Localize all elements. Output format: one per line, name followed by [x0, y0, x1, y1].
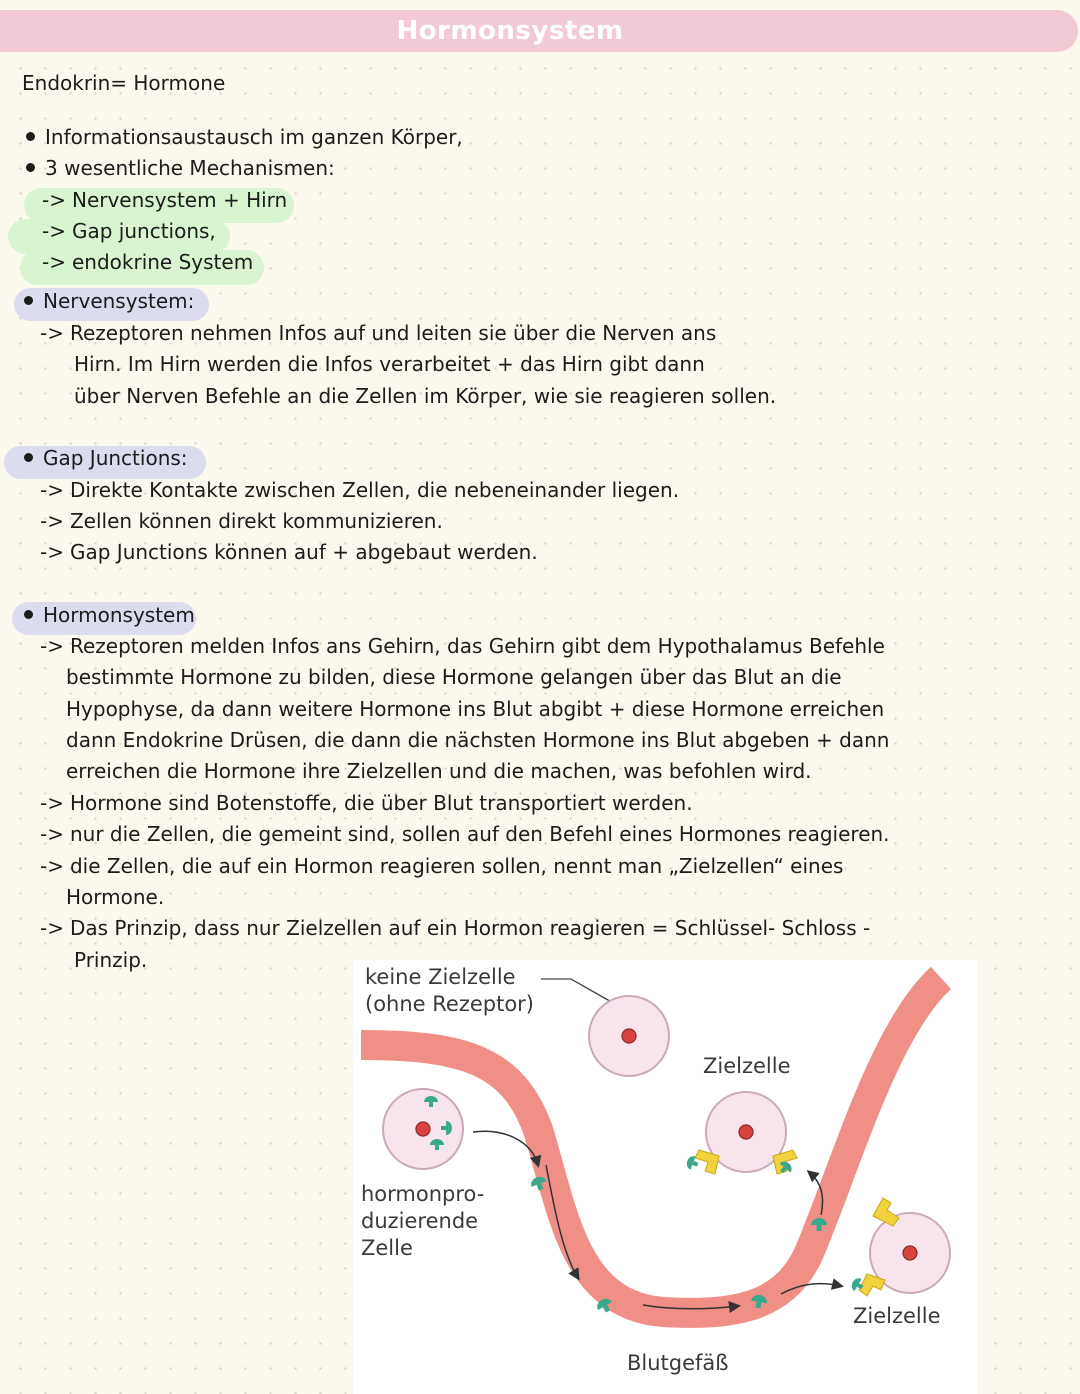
label-zielzelle-top: Zielzelle	[703, 1054, 791, 1078]
hormonsystem-line-4: dann Endokrine Drüsen, die dann die nächsten Hormone ins Blut abgeben + dann	[66, 728, 890, 752]
hormonsystem-line-5: erreichen die Hormone ihre Zielzellen und die machen, was befohlen wird.	[66, 759, 812, 783]
arrow-icon: ->	[40, 791, 64, 815]
mechanism-item: -> Nervensystem + Hirn	[42, 188, 288, 212]
label-hormonproduzierende-zelle: hormonpro- duzierende Zelle	[361, 1182, 485, 1260]
arrow-icon: ->	[40, 916, 64, 940]
mechanism-item: -> endokrine System	[42, 250, 254, 274]
section-heading-hormonsystem: Hormonsystem	[24, 601, 195, 629]
hormonsystem-line-9: Hormone.	[66, 885, 165, 909]
arrow-icon: ->	[40, 540, 64, 564]
arrow-icon: ->	[40, 634, 64, 658]
section-heading-nervensystem: Nervensystem:	[24, 287, 194, 315]
hormonsystem-line-3: Hypophyse, da dann weitere Hormone ins Blut abgibt + diese Hormone erreichen	[66, 697, 885, 721]
gap-junctions-line-3: -> Gap Junctions können auf + abgebaut werden.	[40, 540, 538, 564]
nervensystem-line-3: über Nerven Befehle an die Zellen im Körper, wie sie reagieren sollen.	[74, 384, 777, 408]
nervensystem-line-2: Hirn. Im Hirn werden die Infos verarbeitet + das Hirn gibt dann	[74, 352, 705, 376]
hormonsystem-line-2: bestimmte Hormone zu bilden, diese Hormone gelangen über das Blut an die	[66, 665, 842, 689]
section-heading-gap-junctions: Gap Junctions:	[24, 444, 188, 472]
intro-text: Endokrin= Hormone	[22, 71, 226, 95]
label-blutgefaess: Blutgefäß	[627, 1351, 729, 1375]
arrow-icon: ->	[40, 509, 64, 533]
page-title: Hormonsystem	[396, 16, 624, 46]
arrow-icon: ->	[42, 188, 66, 212]
hormonsystem-line-10: -> Das Prinzip, dass nur Zielzellen auf ein Hormon reagieren = Schlüssel- Schloss -	[40, 916, 871, 940]
gap-junctions-line-1: -> Direkte Kontakte zwischen Zellen, die nebeneinander liegen.	[40, 478, 680, 502]
non-target-cell	[589, 996, 669, 1076]
arrow-icon: ->	[42, 250, 66, 274]
bullet-icon	[24, 453, 33, 462]
arrow-icon: ->	[40, 478, 64, 502]
mechanism-item: -> Gap junctions,	[42, 219, 216, 243]
leader-line	[541, 979, 615, 1004]
label-zielzelle-right: Zielzelle	[853, 1304, 941, 1328]
bullet-icon	[24, 296, 33, 305]
overview-bullet-2: 3 wesentliche Mechanismen:	[26, 154, 335, 182]
arrow-icon: ->	[40, 822, 64, 846]
bullet-icon	[26, 163, 35, 172]
arrow-icon: ->	[42, 219, 66, 243]
hormone-diagram	[353, 960, 977, 1394]
overview-bullet-1: Informationsaustausch im ganzen Körper,	[26, 123, 463, 151]
receptor	[873, 1198, 899, 1226]
bullet-icon	[24, 610, 33, 619]
arrow-icon: ->	[40, 854, 64, 878]
hormonsystem-line-8: -> die Zellen, die auf ein Hormon reagieren sollen, nennt man „Zielzellen“ eines	[40, 854, 844, 878]
nervensystem-line-1: -> Rezeptoren nehmen Infos auf und leiten sie über die Nerven ans	[40, 321, 717, 345]
gap-junctions-line-2: -> Zellen können direkt kommunizieren.	[40, 509, 443, 533]
hormone-producing-cell	[383, 1089, 463, 1169]
label-keine-zielzelle: keine Zielzelle (ohne Rezeptor)	[365, 965, 535, 1016]
hormonsystem-line-7: -> nur die Zellen, die gemeint sind, sollen auf den Befehl eines Hormones reagieren.	[40, 822, 890, 846]
bullet-icon	[26, 132, 35, 141]
hormonsystem-line-6: -> Hormone sind Botenstoffe, die über Blut transportiert werden.	[40, 791, 693, 815]
target-cell-right	[849, 1198, 950, 1296]
hormonsystem-line-1: -> Rezeptoren melden Infos ans Gehirn, das Gehirn gibt dem Hypothalamus Befehle	[40, 634, 885, 658]
hormonsystem-line-11: Prinzip.	[74, 948, 148, 972]
arrow-icon: ->	[40, 321, 64, 345]
target-cell-top	[685, 1092, 797, 1176]
